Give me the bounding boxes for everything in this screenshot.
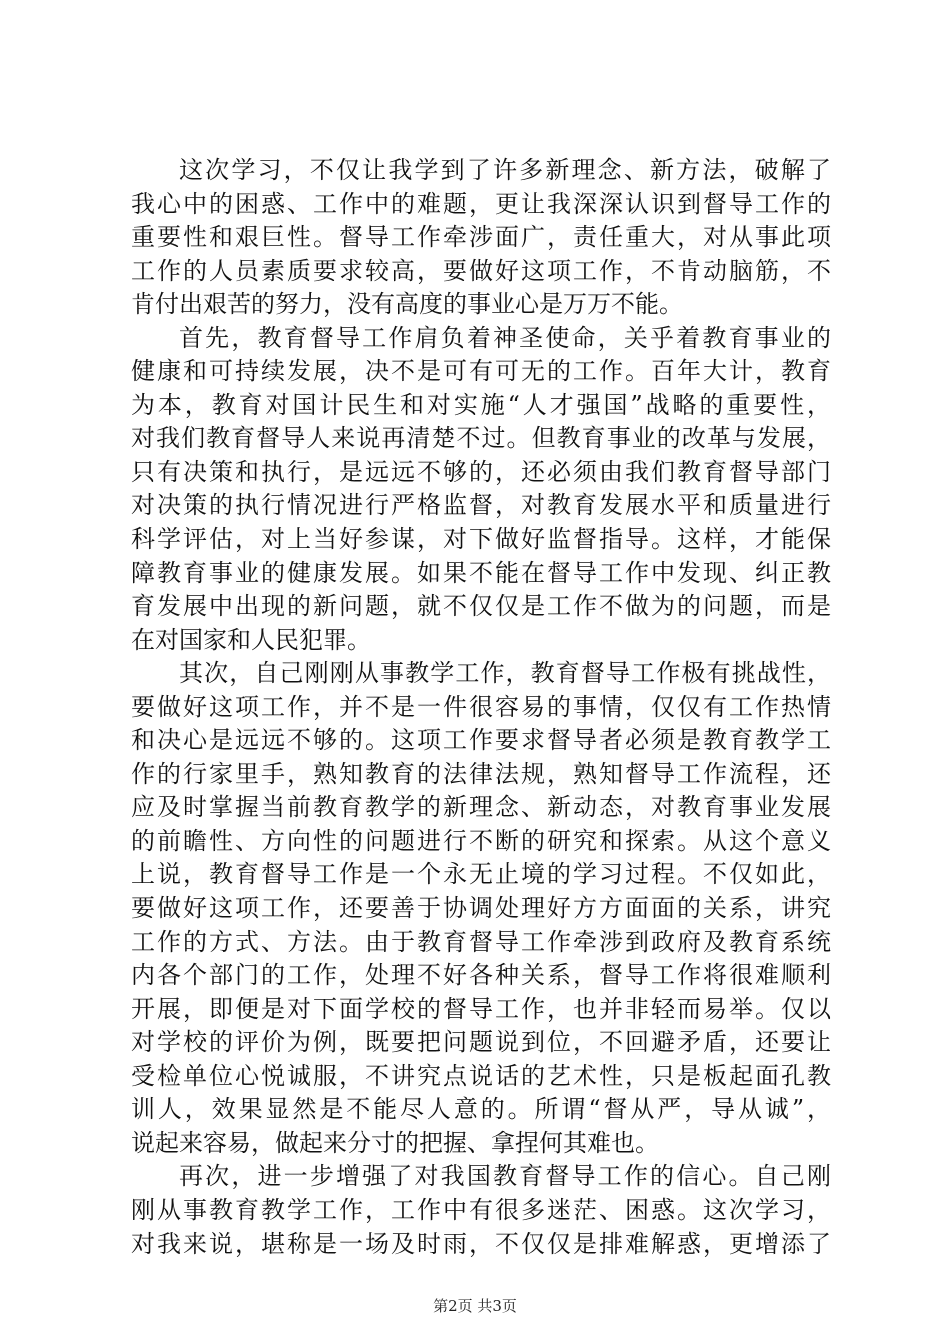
text-line: 对我们教育督导人来说再清楚不过。但教育事业的改革与发展， xyxy=(131,424,831,453)
text-line: 的前瞻性、方向性的问题进行不断的研究和探索。从这个意义 xyxy=(131,826,831,855)
text-line: 我心中的困惑、工作中的难题，更让我深深认识到督导工作的 xyxy=(131,189,831,218)
text-line: 应及时掌握当前教育教学的新理念、新动态，对教育事业发展 xyxy=(131,793,831,822)
text-line: 说起来容易，做起来分寸的把握、拿捏何其难也。 xyxy=(131,1128,659,1157)
text-line: 开展，即便是对下面学校的督导工作，也并非轻而易举。仅以 xyxy=(131,994,831,1023)
text-line: 肯付出艰苦的努力，没有高度的事业心是万万不能。 xyxy=(131,290,683,319)
page-number-footer: 第2页 共3页 xyxy=(433,1297,517,1315)
text-line: 受检单位心悦诚服，不讲究点说话的艺术性，只是板起面孔教 xyxy=(131,1061,831,1090)
text-line: 重要性和艰巨性。督导工作牵涉面广，责任重大，对从事此项 xyxy=(131,223,831,252)
text-line: 育发展中出现的新问题，就不仅仅是工作不做为的问题，而是 xyxy=(131,592,831,621)
text-line: 要做好这项工作，并不是一件很容易的事情，仅仅有工作热情 xyxy=(131,692,831,721)
text-line: 刚从事教育教学工作，工作中有很多迷茫、困惑。这次学习， xyxy=(131,1195,831,1224)
document-body xyxy=(131,154,831,1261)
text-line: 对我来说，堪称是一场及时雨，不仅仅是排难解惑，更增添了 xyxy=(131,1229,831,1258)
text-line: 科学评估，对上当好参谋，对下做好监督指导。这样，才能保 xyxy=(131,525,831,554)
text-line: 再次，进一步增强了对我国教育督导工作的信心。自己刚 xyxy=(179,1162,831,1191)
text-line: 要做好这项工作，还要善于协调处理好方方面面的关系，讲究 xyxy=(131,894,831,923)
text-line: 这次学习，不仅让我学到了许多新理念、新方法，破解了 xyxy=(179,156,831,184)
text-line: 训人，效果显然是不能尽人意的。所谓“督从严，导从诚”， xyxy=(131,1095,831,1124)
text-line: 工作的人员素质要求较高，要做好这项工作，不肯动脑筋，不 xyxy=(131,256,831,285)
text-line: 和决心是远远不够的。这项工作要求督导者必须是教育教学工 xyxy=(131,726,831,755)
text-line: 首先，教育督导工作肩负着神圣使命，关乎着教育事业的 xyxy=(179,323,831,352)
text-line: 健康和可持续发展，决不是可有可无的工作。百年大计，教育 xyxy=(131,357,831,386)
text-line: 对学校的评价为例，既要把问题说到位，不回避矛盾，还要让 xyxy=(131,1028,831,1057)
text-line: 上说，教育督导工作是一个永无止境的学习过程。不仅如此， xyxy=(131,860,831,889)
text-line: 其次，自己刚刚从事教学工作，教育督导工作极有挑战性， xyxy=(179,659,831,688)
text-line: 为本，教育对国计民生和对实施“人才强国”战略的重要性， xyxy=(131,390,831,419)
text-line: 只有决策和执行，是远远不够的，还必须由我们教育督导部门 xyxy=(131,457,831,486)
text-line: 在对国家和人民犯罪。 xyxy=(131,625,371,654)
text-line: 工作的方式、方法。由于教育督导工作牵涉到政府及教育系统 xyxy=(131,927,831,956)
text-line: 作的行家里手，熟知教育的法律法规，熟知督导工作流程，还 xyxy=(131,759,831,788)
text-line: 障教育事业的健康发展。如果不能在督导工作中发现、纠正教 xyxy=(131,558,831,587)
text-line: 对决策的执行情况进行严格监督，对教育发展水平和质量进行 xyxy=(131,491,831,520)
text-line: 内各个部门的工作，处理不好各种关系，督导工作将很难顺利 xyxy=(131,961,831,990)
